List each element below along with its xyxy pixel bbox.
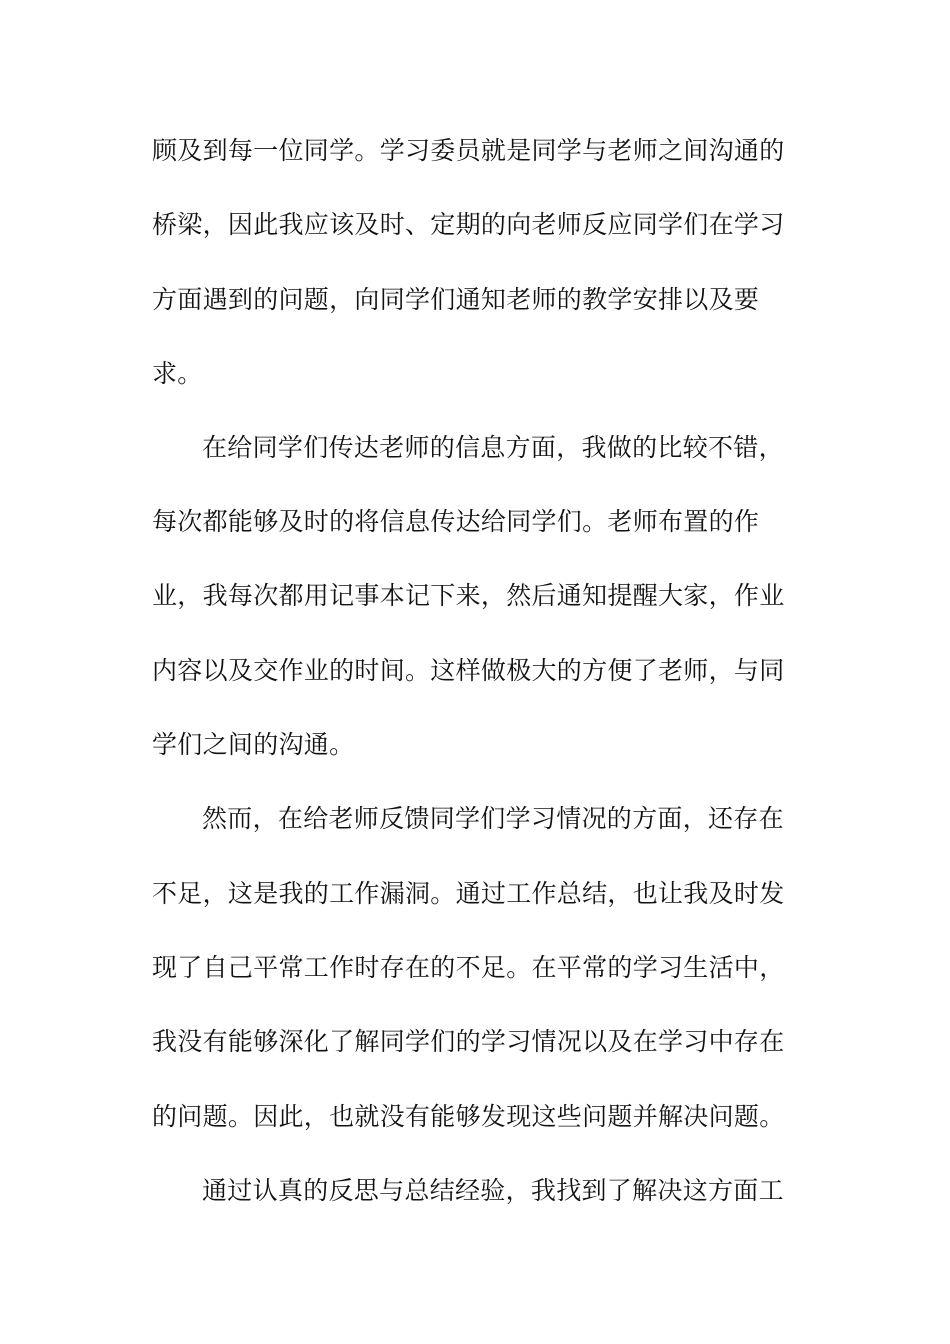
text-line-9: 学们之间的沟通。 bbox=[152, 730, 355, 759]
text-line-5: 在给同学们传达老师的信息方面，我做的比较不错， bbox=[202, 433, 784, 462]
text-line-3: 方面遇到的问题，向同学们通知老师的教学安排以及要 bbox=[152, 285, 760, 314]
text-line-12: 现了自己平常工作时存在的不足。在平常的学习生活中， bbox=[152, 953, 785, 982]
text-line-11: 不足，这是我的工作漏洞。通过工作总结，也让我及时发 bbox=[152, 879, 785, 908]
text-line-1: 顾及到每一位同学。学习委员就是同学与老师之间沟通的 bbox=[152, 136, 785, 165]
text-line-13: 我没有能够深化了解同学们的学习情况以及在学习中存在 bbox=[152, 1027, 785, 1056]
text-line-7: 业，我每次都用记事本记下来，然后通知提醒大家，作业 bbox=[152, 581, 785, 610]
text-line-10: 然而，在给老师反馈同学们学习情况的方面，还存在 bbox=[202, 804, 784, 833]
text-line-14: 的问题。因此，也就没有能够发现这些问题并解决问题。 bbox=[152, 1102, 785, 1131]
text-line-4: 求。 bbox=[152, 359, 203, 388]
text-line-2: 桥梁，因此我应该及时、定期的向老师反应同学们在学习 bbox=[152, 210, 785, 239]
text-line-6: 每次都能够及时的将信息传达给同学们。老师布置的作 bbox=[152, 507, 760, 536]
text-line-8: 内容以及交作业的时间。这样做极大的方便了老师，与同 bbox=[152, 656, 785, 685]
text-line-15: 通过认真的反思与总结经验，我找到了解决这方面工 bbox=[202, 1176, 784, 1205]
